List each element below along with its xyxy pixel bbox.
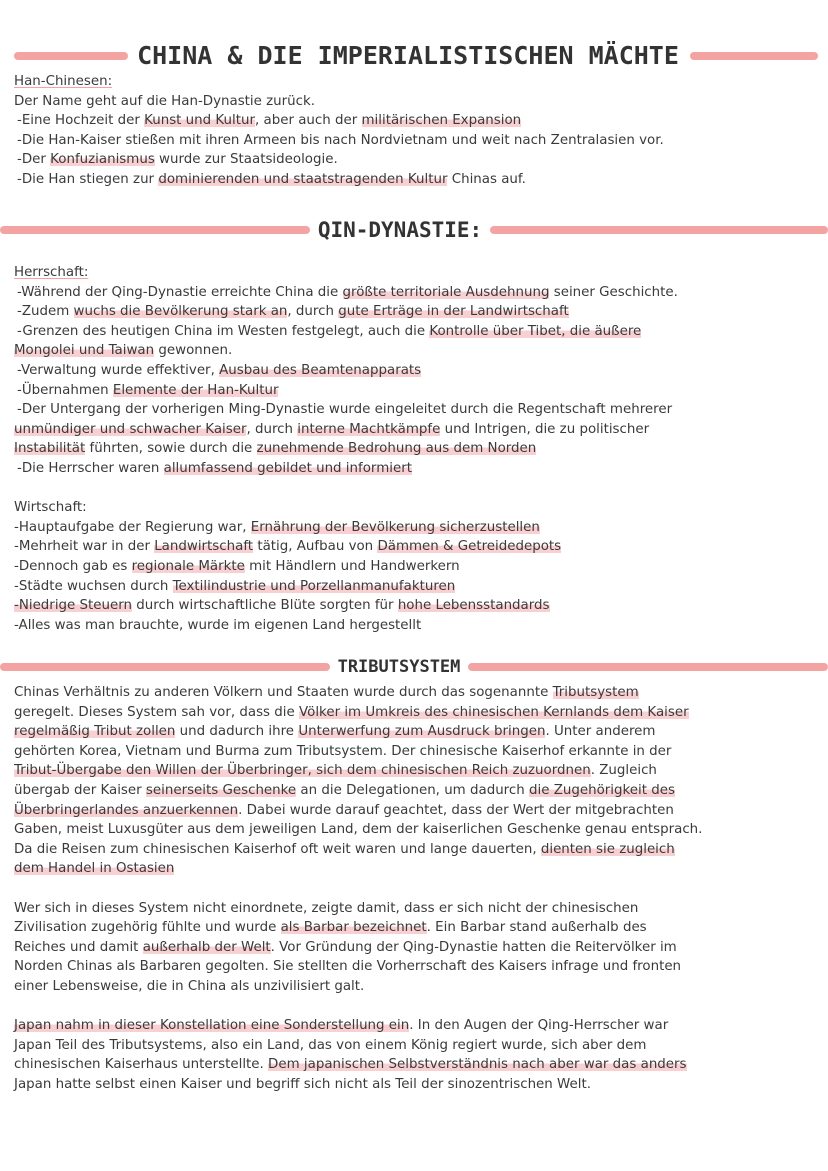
qing-bullet-6: -Der Untergang der vorherigen Ming-Dynastie wurde eingeleitet durch die Regentschaft mehrerer [17,402,673,418]
qing-bullet-4: -Verwaltung wurde effektiver, Ausbau des Beamtenapparats [17,362,422,378]
tribut-p1-line-10: dem Handel in Ostasien [14,861,175,877]
han-bullet-3: -Der Konfuzianismus wurde zur Staatsideologie. [17,152,338,168]
page-title: CHINA & DIE IMPERIALISTISCHEN MÄCHTE [137,41,679,70]
qing-bullet-3: -Grenzen des heutigen China im Westen festgelegt, auch die Kontrolle über Tibet, die äußere [17,323,642,339]
tribut-p1-line-7: Überbringerlandes anzuerkennen. Dabei wurde darauf geachtet, dass der Wert der mitgebrachten [14,802,674,818]
han-intro: Der Name geht auf die Han-Dynastie zurück. [14,93,316,109]
economy-bullet-2: -Mehrheit war in der Landwirtschaft tätig, Aufbau von Dämmen & Getreidedepots [14,539,562,555]
section-header-qing [0,210,828,250]
economy-bullet-5: -Niedrige Steuern durch wirtschaftliche Blüte sorgten für hohe Lebensstandards [14,598,550,614]
han-section [14,72,804,190]
tribut-p1-line-2: geregelt. Dieses System sah vor, dass die Völker im Umkreis des chinesischen Kernlands dem Kaiser [14,704,689,720]
qing-section [14,263,804,635]
subtitle-han-chinesen: Han-Chinesen: [14,74,113,89]
section-title-qing: QIN-DYNASTIE: [317,218,483,242]
section-title-tributsystem: TRIBUTSYSTEM [337,657,461,677]
qing-bullet-2: -Zudem wuchs die Bevölkerung stark an, durch gute Erträge in der Landwirtschaft [17,304,569,320]
header-bar-right [468,663,828,671]
subtitle-wirtschaft: Wirtschaft: [14,500,87,516]
tribut-p3-line-4: Japan hatte selbst einen Kaiser und begriff sich nicht als Teil der sinozentrischen Welt. [14,1076,591,1092]
tribut-p1-line-9: Da die Reisen zum chinesischen Kaiserhof oft weit waren und lange dauerten, dienten sie zugleich [14,841,675,857]
tribut-p2-line-5: einer Lebensweise, die in China als unzivilisiert galt. [14,978,365,994]
tribut-p3-line-1: Japan nahm in dieser Konstellation eine Sonderstellung ein. In den Augen der Qing-Herrscher war [14,1018,669,1034]
tribut-p2-line-1: Wer sich in dieses System nicht einordnete, zeigte damit, dass er sich nicht der chinesischen [14,900,639,916]
tribut-p1-line-5: Tribut-Übergabe den Willen der Überbringer, sich dem chinesischen Reich zuzuordnen. Zugleich [14,763,657,779]
tribut-p1-line-3: regelmäßig Tribut zollen und dadurch ihre Unterwerfung zum Ausdruck bringen. Unter anderem [14,724,656,740]
economy-bullet-6: -Alles was man brauchte, wurde im eigenen Land hergestellt [14,617,422,633]
tribut-p3-line-3: chinesischen Kaiserhaus unterstellte. Dem japanischen Selbstverständnis nach aber war das anders [14,1057,687,1073]
han-bullet-4: -Die Han stiegen zur dominierenden und staatstragenden Kultur Chinas auf. [17,171,526,187]
economy-bullet-3: -Dennoch gab es regionale Märkte mit Händlern und Handwerkern [14,558,460,574]
header-bar-left [14,52,128,60]
qing-bullet-3-cont: Mongolei und Taiwan gewonnen. [14,343,233,359]
section-header-tribut [0,651,828,683]
economy-bullet-4: -Städte wuchsen durch Textilindustrie und Porzellanmanufakturen [14,578,456,594]
tribut-p1-line-6: übergab der Kaiser seinerseits Geschenke an die Delegationen, um dadurch die Zugehörigkeit des [14,782,675,798]
tribut-p1-line-1: Chinas Verhältnis zu anderen Völkern und Staaten wurde durch das sogenannte Tributsystem [14,685,639,700]
tribut-p3-line-2: Japan Teil des Tributsystems, also ein Land, das von einem König regiert wurde, sich aber dem [14,1037,647,1053]
tribut-p2-line-2: Zivilisation zugehörig fühlte und wurde als Barbar bezeichnet. Ein Barbar stand außerhalb des [14,920,647,936]
tribut-p1-line-4: gehörten Korea, Vietnam und Burma zum Tributsystem. Der chinesische Kaiserhof erkannte in der [14,743,672,759]
qing-bullet-6-cont-1: unmündiger und schwacher Kaiser, durch interne Machtkämpfe und Intrigen, die zu politischer [14,421,650,437]
subtitle-herrschaft: Herrschaft: [14,265,89,280]
economy-bullet-1: -Hauptaufgabe der Regierung war, Ernährung der Bevölkerung sicherzustellen [14,519,540,535]
header-bar-right [690,52,818,60]
header-bar-right [490,226,828,234]
tribut-p2-line-4: Norden Chinas als Barbaren gegolten. Sie stellten die Vorherrschaft des Kaisers infrage und fronten [14,959,682,975]
tribut-section [14,683,804,1094]
qing-bullet-7: -Die Herrscher waren allumfassend gebildet und informiert [17,460,412,476]
qing-bullet-1: -Während der Qing-Dynastie erreichte China die größte territoriale Ausdehnung seiner Geschichte. [17,284,678,300]
tribut-p2-line-3: Reiches und damit außerhalb der Welt. Vor Gründung der Qing-Dynastie hatten die Reitervölker im [14,939,677,955]
qing-bullet-5: -Übernahmen Elemente der Han-Kultur [17,382,279,398]
tribut-p1-line-8: Gaben, meist Luxusgüter aus dem jeweiligen Land, dem der kaiserlichen Geschenke genau entsprach. [14,822,703,838]
header-bar-left [0,226,310,234]
han-bullet-1: -Eine Hochzeit der Kunst und Kultur, aber auch der militärischen Expansion [17,113,522,129]
qing-bullet-6-cont-2: Instabilität führten, sowie durch die zunehmende Bedrohung aus dem Norden [14,441,537,457]
han-bullet-2: -Die Han-Kaiser stießen mit ihren Armeen bis nach Nordvietnam und weit nach Zentralasien vor. [17,132,664,148]
section-header-han [0,36,828,76]
header-bar-left [0,663,330,671]
